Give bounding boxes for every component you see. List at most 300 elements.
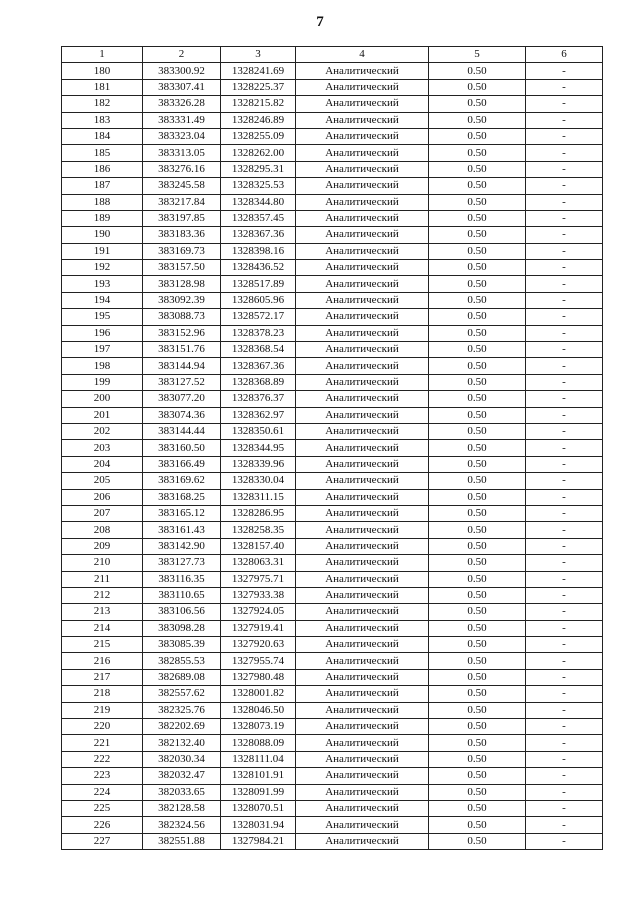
table-row — [62, 79, 603, 95]
point-number-cell: 181 — [62, 79, 143, 95]
x-coordinate-cell: 383276.16 — [143, 161, 221, 177]
table-row — [62, 342, 603, 358]
point-number-cell: 211 — [62, 571, 143, 587]
table-row — [62, 505, 603, 521]
accuracy-cell: 0.50 — [429, 637, 526, 653]
x-coordinate-cell: 383307.41 — [143, 79, 221, 95]
note-cell: - — [526, 522, 603, 538]
x-coordinate-cell: 383165.12 — [143, 505, 221, 521]
table-body — [62, 63, 603, 850]
note-cell: - — [526, 489, 603, 505]
method-cell: Аналитический — [296, 63, 429, 79]
accuracy-cell: 0.50 — [429, 309, 526, 325]
table-row — [62, 604, 603, 620]
y-coordinate-cell: 1327980.48 — [221, 669, 296, 685]
method-cell: Аналитический — [296, 784, 429, 800]
y-coordinate-cell: 1328376.37 — [221, 391, 296, 407]
table-row — [62, 784, 603, 800]
table-row — [62, 800, 603, 816]
point-number-cell: 186 — [62, 161, 143, 177]
point-number-cell: 183 — [62, 112, 143, 128]
method-cell: Аналитический — [296, 768, 429, 784]
accuracy-cell: 0.50 — [429, 96, 526, 112]
point-number-cell: 192 — [62, 260, 143, 276]
y-coordinate-cell: 1328255.09 — [221, 128, 296, 144]
y-coordinate-cell: 1328517.89 — [221, 276, 296, 292]
accuracy-cell: 0.50 — [429, 391, 526, 407]
method-cell: Аналитический — [296, 423, 429, 439]
note-cell: - — [526, 391, 603, 407]
table-row — [62, 423, 603, 439]
table-row — [62, 833, 603, 849]
point-number-cell: 196 — [62, 325, 143, 341]
point-number-cell: 185 — [62, 145, 143, 161]
note-cell: - — [526, 161, 603, 177]
y-coordinate-cell: 1328088.09 — [221, 735, 296, 751]
accuracy-cell: 0.50 — [429, 112, 526, 128]
x-coordinate-cell: 383144.44 — [143, 423, 221, 439]
y-coordinate-cell: 1328367.36 — [221, 358, 296, 374]
y-coordinate-cell: 1328362.97 — [221, 407, 296, 423]
column-header: 6 — [526, 47, 603, 63]
method-cell: Аналитический — [296, 473, 429, 489]
accuracy-cell: 0.50 — [429, 161, 526, 177]
y-coordinate-cell: 1328046.50 — [221, 702, 296, 718]
method-cell: Аналитический — [296, 489, 429, 505]
y-coordinate-cell: 1328246.89 — [221, 112, 296, 128]
method-cell: Аналитический — [296, 79, 429, 95]
method-cell: Аналитический — [296, 292, 429, 308]
note-cell: - — [526, 620, 603, 636]
point-number-cell: 224 — [62, 784, 143, 800]
y-coordinate-cell: 1328350.61 — [221, 423, 296, 439]
method-cell: Аналитический — [296, 669, 429, 685]
x-coordinate-cell: 382128.58 — [143, 800, 221, 816]
y-coordinate-cell: 1328063.31 — [221, 555, 296, 571]
accuracy-cell: 0.50 — [429, 784, 526, 800]
note-cell: - — [526, 309, 603, 325]
note-cell: - — [526, 800, 603, 816]
coordinates-table — [61, 46, 603, 850]
table-row — [62, 440, 603, 456]
table-row — [62, 489, 603, 505]
point-number-cell: 190 — [62, 227, 143, 243]
point-number-cell: 188 — [62, 194, 143, 210]
accuracy-cell: 0.50 — [429, 735, 526, 751]
accuracy-cell: 0.50 — [429, 423, 526, 439]
point-number-cell: 221 — [62, 735, 143, 751]
note-cell: - — [526, 473, 603, 489]
note-cell: - — [526, 784, 603, 800]
accuracy-cell: 0.50 — [429, 587, 526, 603]
x-coordinate-cell: 383110.65 — [143, 587, 221, 603]
accuracy-cell: 0.50 — [429, 522, 526, 538]
method-cell: Аналитический — [296, 309, 429, 325]
accuracy-cell: 0.50 — [429, 243, 526, 259]
column-header: 4 — [296, 47, 429, 63]
column-header: 1 — [62, 47, 143, 63]
column-header: 2 — [143, 47, 221, 63]
point-number-cell: 220 — [62, 719, 143, 735]
method-cell: Аналитический — [296, 260, 429, 276]
y-coordinate-cell: 1328572.17 — [221, 309, 296, 325]
point-number-cell: 193 — [62, 276, 143, 292]
note-cell: - — [526, 79, 603, 95]
method-cell: Аналитический — [296, 538, 429, 554]
method-cell: Аналитический — [296, 719, 429, 735]
point-number-cell: 226 — [62, 817, 143, 833]
note-cell: - — [526, 702, 603, 718]
method-cell: Аналитический — [296, 800, 429, 816]
accuracy-cell: 0.50 — [429, 833, 526, 849]
point-number-cell: 217 — [62, 669, 143, 685]
x-coordinate-cell: 382030.34 — [143, 751, 221, 767]
method-cell: Аналитический — [296, 637, 429, 653]
accuracy-cell: 0.50 — [429, 669, 526, 685]
note-cell: - — [526, 325, 603, 341]
note-cell: - — [526, 358, 603, 374]
point-number-cell: 210 — [62, 555, 143, 571]
table-row — [62, 112, 603, 128]
x-coordinate-cell: 383128.98 — [143, 276, 221, 292]
table-row — [62, 260, 603, 276]
accuracy-cell: 0.50 — [429, 702, 526, 718]
table-row — [62, 686, 603, 702]
y-coordinate-cell: 1327975.71 — [221, 571, 296, 587]
accuracy-cell: 0.50 — [429, 604, 526, 620]
method-cell: Аналитический — [296, 555, 429, 571]
method-cell: Аналитический — [296, 96, 429, 112]
table-row — [62, 768, 603, 784]
point-number-cell: 215 — [62, 637, 143, 653]
method-cell: Аналитический — [296, 653, 429, 669]
x-coordinate-cell: 383077.20 — [143, 391, 221, 407]
table-row — [62, 719, 603, 735]
x-coordinate-cell: 383127.52 — [143, 374, 221, 390]
y-coordinate-cell: 1328070.51 — [221, 800, 296, 816]
y-coordinate-cell: 1327933.38 — [221, 587, 296, 603]
x-coordinate-cell: 383074.36 — [143, 407, 221, 423]
accuracy-cell: 0.50 — [429, 538, 526, 554]
note-cell: - — [526, 178, 603, 194]
note-cell: - — [526, 374, 603, 390]
point-number-cell: 203 — [62, 440, 143, 456]
note-cell: - — [526, 423, 603, 439]
table-row — [62, 374, 603, 390]
y-coordinate-cell: 1327984.21 — [221, 833, 296, 849]
table-row — [62, 522, 603, 538]
table-row — [62, 817, 603, 833]
note-cell: - — [526, 587, 603, 603]
x-coordinate-cell: 383116.35 — [143, 571, 221, 587]
accuracy-cell: 0.50 — [429, 260, 526, 276]
y-coordinate-cell: 1328091.99 — [221, 784, 296, 800]
point-number-cell: 207 — [62, 505, 143, 521]
table-row — [62, 178, 603, 194]
accuracy-cell: 0.50 — [429, 178, 526, 194]
x-coordinate-cell: 383197.85 — [143, 210, 221, 226]
method-cell: Аналитический — [296, 522, 429, 538]
accuracy-cell: 0.50 — [429, 63, 526, 79]
point-number-cell: 218 — [62, 686, 143, 702]
table-row — [62, 161, 603, 177]
accuracy-cell: 0.50 — [429, 358, 526, 374]
x-coordinate-cell: 383098.28 — [143, 620, 221, 636]
y-coordinate-cell: 1328344.80 — [221, 194, 296, 210]
method-cell: Аналитический — [296, 686, 429, 702]
method-cell: Аналитический — [296, 604, 429, 620]
y-coordinate-cell: 1328101.91 — [221, 768, 296, 784]
method-cell: Аналитический — [296, 407, 429, 423]
note-cell: - — [526, 440, 603, 456]
method-cell: Аналитический — [296, 751, 429, 767]
accuracy-cell: 0.50 — [429, 571, 526, 587]
y-coordinate-cell: 1328215.82 — [221, 96, 296, 112]
table-row — [62, 210, 603, 226]
point-number-cell: 191 — [62, 243, 143, 259]
method-cell: Аналитический — [296, 817, 429, 833]
note-cell: - — [526, 128, 603, 144]
x-coordinate-cell: 383331.49 — [143, 112, 221, 128]
point-number-cell: 195 — [62, 309, 143, 325]
x-coordinate-cell: 383151.76 — [143, 342, 221, 358]
table-row — [62, 473, 603, 489]
point-number-cell: 213 — [62, 604, 143, 620]
accuracy-cell: 0.50 — [429, 292, 526, 308]
note-cell: - — [526, 817, 603, 833]
point-number-cell: 204 — [62, 456, 143, 472]
note-cell: - — [526, 751, 603, 767]
table-row — [62, 751, 603, 767]
x-coordinate-cell: 383085.39 — [143, 637, 221, 653]
method-cell: Аналитический — [296, 161, 429, 177]
method-cell: Аналитический — [296, 833, 429, 849]
note-cell: - — [526, 768, 603, 784]
x-coordinate-cell: 383144.94 — [143, 358, 221, 374]
y-coordinate-cell: 1328031.94 — [221, 817, 296, 833]
method-cell: Аналитический — [296, 505, 429, 521]
method-cell: Аналитический — [296, 227, 429, 243]
note-cell: - — [526, 653, 603, 669]
x-coordinate-cell: 383092.39 — [143, 292, 221, 308]
point-number-cell: 197 — [62, 342, 143, 358]
y-coordinate-cell: 1328262.00 — [221, 145, 296, 161]
y-coordinate-cell: 1328605.96 — [221, 292, 296, 308]
table-row — [62, 669, 603, 685]
accuracy-cell: 0.50 — [429, 194, 526, 210]
y-coordinate-cell: 1328339.96 — [221, 456, 296, 472]
y-coordinate-cell: 1328368.89 — [221, 374, 296, 390]
y-coordinate-cell: 1327919.41 — [221, 620, 296, 636]
note-cell: - — [526, 669, 603, 685]
y-coordinate-cell: 1328398.16 — [221, 243, 296, 259]
method-cell: Аналитический — [296, 112, 429, 128]
table-header-row — [62, 47, 603, 63]
table-row — [62, 620, 603, 636]
note-cell: - — [526, 342, 603, 358]
method-cell: Аналитический — [296, 374, 429, 390]
accuracy-cell: 0.50 — [429, 440, 526, 456]
note-cell: - — [526, 292, 603, 308]
accuracy-cell: 0.50 — [429, 653, 526, 669]
y-coordinate-cell: 1328286.95 — [221, 505, 296, 521]
table-row — [62, 653, 603, 669]
y-coordinate-cell: 1328111.04 — [221, 751, 296, 767]
accuracy-cell: 0.50 — [429, 276, 526, 292]
x-coordinate-cell: 382132.40 — [143, 735, 221, 751]
accuracy-cell: 0.50 — [429, 505, 526, 521]
y-coordinate-cell: 1328378.23 — [221, 325, 296, 341]
note-cell: - — [526, 194, 603, 210]
method-cell: Аналитический — [296, 391, 429, 407]
table-row — [62, 555, 603, 571]
x-coordinate-cell: 383088.73 — [143, 309, 221, 325]
note-cell: - — [526, 63, 603, 79]
point-number-cell: 201 — [62, 407, 143, 423]
table-row — [62, 309, 603, 325]
accuracy-cell: 0.50 — [429, 227, 526, 243]
point-number-cell: 180 — [62, 63, 143, 79]
note-cell: - — [526, 96, 603, 112]
x-coordinate-cell: 382202.69 — [143, 719, 221, 735]
table-row — [62, 702, 603, 718]
y-coordinate-cell: 1327924.05 — [221, 604, 296, 620]
table-row — [62, 128, 603, 144]
x-coordinate-cell: 382032.47 — [143, 768, 221, 784]
x-coordinate-cell: 382855.53 — [143, 653, 221, 669]
accuracy-cell: 0.50 — [429, 768, 526, 784]
method-cell: Аналитический — [296, 276, 429, 292]
x-coordinate-cell: 382689.08 — [143, 669, 221, 685]
note-cell: - — [526, 260, 603, 276]
x-coordinate-cell: 383160.50 — [143, 440, 221, 456]
note-cell: - — [526, 145, 603, 161]
method-cell: Аналитический — [296, 587, 429, 603]
point-number-cell: 198 — [62, 358, 143, 374]
x-coordinate-cell: 383313.05 — [143, 145, 221, 161]
point-number-cell: 199 — [62, 374, 143, 390]
method-cell: Аналитический — [296, 571, 429, 587]
table-row — [62, 735, 603, 751]
table-row — [62, 407, 603, 423]
accuracy-cell: 0.50 — [429, 719, 526, 735]
y-coordinate-cell: 1327920.63 — [221, 637, 296, 653]
y-coordinate-cell: 1328357.45 — [221, 210, 296, 226]
y-coordinate-cell: 1328258.35 — [221, 522, 296, 538]
y-coordinate-cell: 1328368.54 — [221, 342, 296, 358]
table-row — [62, 325, 603, 341]
note-cell: - — [526, 227, 603, 243]
method-cell: Аналитический — [296, 145, 429, 161]
column-header: 3 — [221, 47, 296, 63]
x-coordinate-cell: 383166.49 — [143, 456, 221, 472]
table-row — [62, 391, 603, 407]
method-cell: Аналитический — [296, 178, 429, 194]
y-coordinate-cell: 1328436.52 — [221, 260, 296, 276]
accuracy-cell: 0.50 — [429, 800, 526, 816]
point-number-cell: 216 — [62, 653, 143, 669]
note-cell: - — [526, 604, 603, 620]
accuracy-cell: 0.50 — [429, 325, 526, 341]
point-number-cell: 223 — [62, 768, 143, 784]
accuracy-cell: 0.50 — [429, 620, 526, 636]
note-cell: - — [526, 456, 603, 472]
method-cell: Аналитический — [296, 702, 429, 718]
table-row — [62, 96, 603, 112]
accuracy-cell: 0.50 — [429, 817, 526, 833]
x-coordinate-cell: 383323.04 — [143, 128, 221, 144]
accuracy-cell: 0.50 — [429, 128, 526, 144]
point-number-cell: 205 — [62, 473, 143, 489]
method-cell: Аналитический — [296, 735, 429, 751]
x-coordinate-cell: 383169.73 — [143, 243, 221, 259]
point-number-cell: 189 — [62, 210, 143, 226]
table-row — [62, 456, 603, 472]
x-coordinate-cell: 382557.62 — [143, 686, 221, 702]
x-coordinate-cell: 382033.65 — [143, 784, 221, 800]
page-number: 7 — [316, 14, 324, 30]
accuracy-cell: 0.50 — [429, 751, 526, 767]
method-cell: Аналитический — [296, 243, 429, 259]
table-row — [62, 637, 603, 653]
point-number-cell: 225 — [62, 800, 143, 816]
point-number-cell: 214 — [62, 620, 143, 636]
point-number-cell: 182 — [62, 96, 143, 112]
y-coordinate-cell: 1328330.04 — [221, 473, 296, 489]
y-coordinate-cell: 1328367.36 — [221, 227, 296, 243]
note-cell: - — [526, 276, 603, 292]
table-row — [62, 243, 603, 259]
note-cell: - — [526, 505, 603, 521]
table-row — [62, 538, 603, 554]
point-number-cell: 222 — [62, 751, 143, 767]
accuracy-cell: 0.50 — [429, 456, 526, 472]
note-cell: - — [526, 735, 603, 751]
x-coordinate-cell: 382325.76 — [143, 702, 221, 718]
table-row — [62, 571, 603, 587]
method-cell: Аналитический — [296, 210, 429, 226]
note-cell: - — [526, 571, 603, 587]
table-row — [62, 145, 603, 161]
note-cell: - — [526, 686, 603, 702]
accuracy-cell: 0.50 — [429, 79, 526, 95]
note-cell: - — [526, 637, 603, 653]
x-coordinate-cell: 383127.73 — [143, 555, 221, 571]
x-coordinate-cell: 383245.58 — [143, 178, 221, 194]
point-number-cell: 206 — [62, 489, 143, 505]
method-cell: Аналитический — [296, 620, 429, 636]
method-cell: Аналитический — [296, 440, 429, 456]
x-coordinate-cell: 383152.96 — [143, 325, 221, 341]
point-number-cell: 184 — [62, 128, 143, 144]
point-number-cell: 209 — [62, 538, 143, 554]
accuracy-cell: 0.50 — [429, 374, 526, 390]
table-row — [62, 227, 603, 243]
x-coordinate-cell: 383106.56 — [143, 604, 221, 620]
x-coordinate-cell: 383161.43 — [143, 522, 221, 538]
note-cell: - — [526, 407, 603, 423]
y-coordinate-cell: 1328311.15 — [221, 489, 296, 505]
y-coordinate-cell: 1328241.69 — [221, 63, 296, 79]
table-row — [62, 194, 603, 210]
y-coordinate-cell: 1328325.53 — [221, 178, 296, 194]
note-cell: - — [526, 833, 603, 849]
method-cell: Аналитический — [296, 128, 429, 144]
point-number-cell: 208 — [62, 522, 143, 538]
accuracy-cell: 0.50 — [429, 473, 526, 489]
point-number-cell: 202 — [62, 423, 143, 439]
x-coordinate-cell: 383168.25 — [143, 489, 221, 505]
